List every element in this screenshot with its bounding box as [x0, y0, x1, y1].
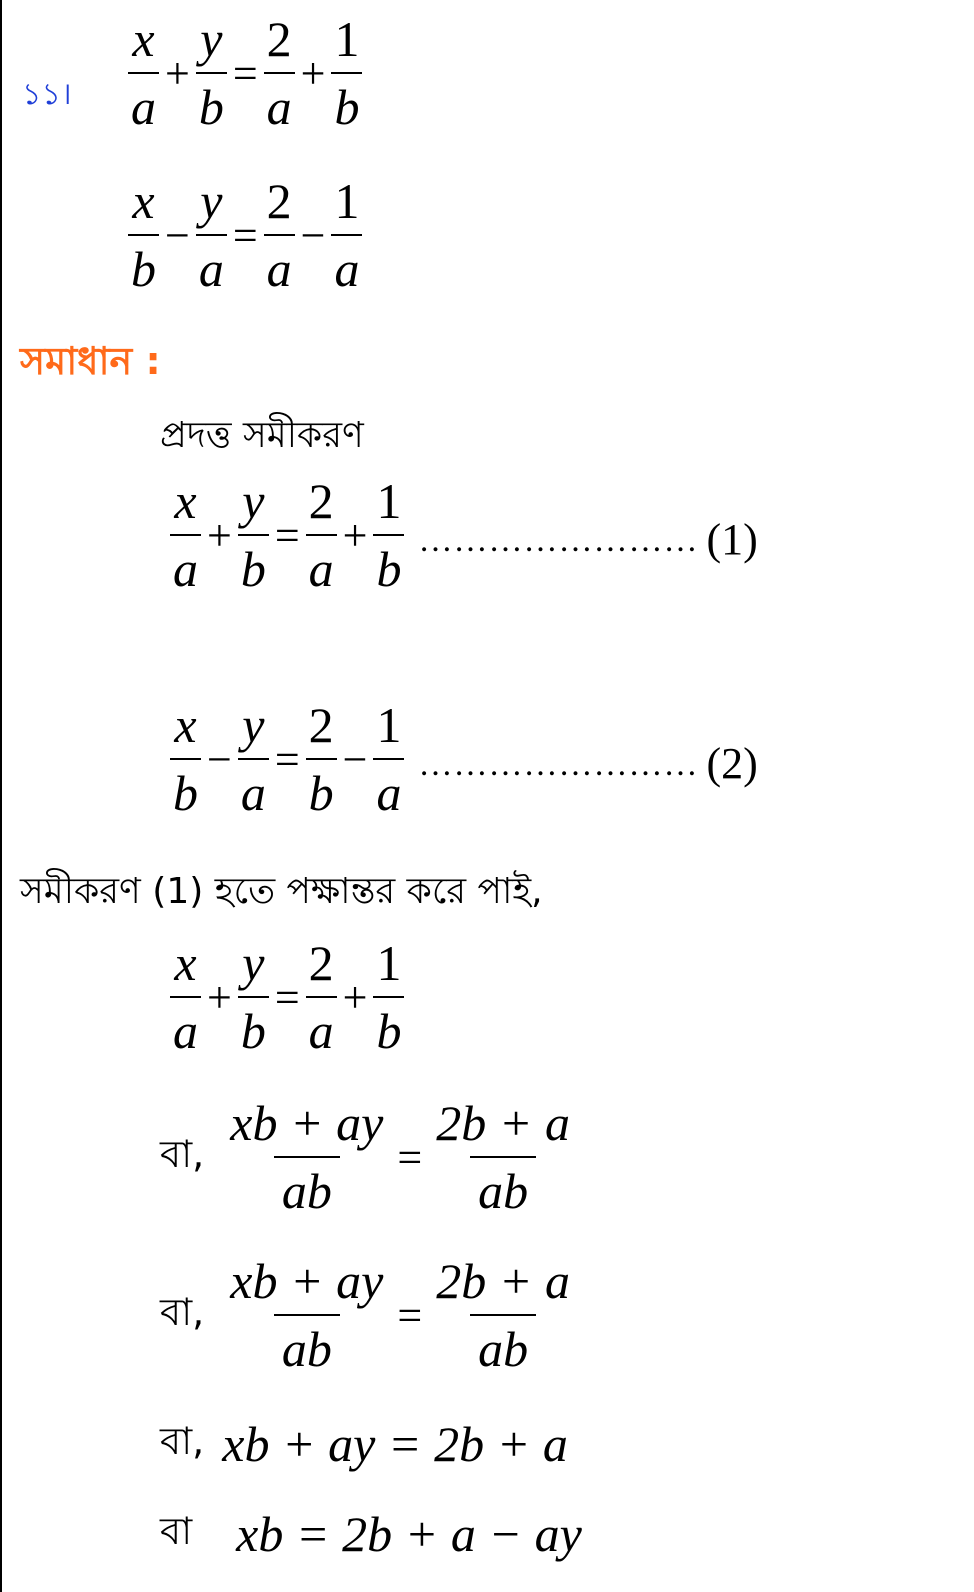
plus-sign: + — [300, 48, 326, 98]
plus-sign: + — [342, 510, 368, 560]
equals-sign: = — [274, 510, 300, 560]
fraction: $\frac{1}{b}$ — [373, 938, 404, 1056]
leader-dots: …………………… — [418, 522, 699, 559]
fraction: $\frac{1}{b}$ — [331, 14, 362, 132]
fraction: $\frac{x}{a}$ — [170, 938, 201, 1056]
given-equations-label: প্রদত্ত সমীকরণ — [160, 415, 364, 456]
equation-text: xb + ay = 2b + a — [222, 1416, 568, 1472]
fraction: $\frac{xb + ay}{ab}$ — [230, 1095, 384, 1219]
fraction: $\frac{2}{a}$ — [264, 176, 295, 294]
fraction: $\frac{2}{b}$ — [306, 700, 337, 818]
plus-sign: + — [165, 48, 190, 98]
fraction: $\frac{2}{a}$ — [264, 14, 295, 132]
fraction: $\frac{1}{a}$ — [331, 176, 362, 294]
leader-dots: …………………… — [418, 746, 699, 783]
problem-equation-2 — [128, 173, 362, 297]
combined-fraction-step-1 — [160, 1095, 578, 1219]
minus-sign: − — [300, 210, 326, 260]
fraction: $\frac{2b + a}{ab}$ — [436, 1095, 570, 1219]
equals-sign: = — [232, 210, 258, 260]
plus-sign: + — [342, 972, 368, 1022]
equation-number: (1) — [706, 514, 758, 564]
fraction: $\frac{y}{b}$ — [196, 14, 227, 132]
equation-text: xb = 2b + a − ay — [236, 1506, 582, 1562]
equals-sign: = — [274, 972, 300, 1022]
equals-sign: = — [232, 48, 258, 98]
step-text: সমীকরণ (1) হতে পক্ষান্তর করে পাই, — [20, 871, 543, 912]
fraction: $\frac{xb + ay}{ab}$ — [230, 1253, 384, 1377]
fraction: $\frac{y}{b}$ — [238, 476, 269, 594]
problem-number: ১১। — [22, 77, 72, 112]
minus-sign: − — [165, 210, 190, 260]
fraction: $\frac{x}{b}$ — [128, 176, 159, 294]
given-equation-1 — [170, 473, 758, 597]
equals-sign: = — [397, 1132, 423, 1182]
final-step-1 — [160, 1412, 568, 1476]
minus-sign: − — [342, 734, 368, 784]
fraction: $\frac{x}{b}$ — [170, 700, 201, 818]
fraction: $\frac{x}{a}$ — [170, 476, 201, 594]
final-step-2 — [160, 1502, 582, 1566]
equals-sign: = — [274, 734, 300, 784]
fraction: $\frac{y}{a}$ — [238, 700, 269, 818]
fraction: $\frac{2b + a}{ab}$ — [436, 1253, 570, 1377]
equals-sign: = — [397, 1290, 423, 1340]
ba-label: বা, — [160, 1419, 205, 1463]
fraction: $\frac{1}{a}$ — [373, 700, 404, 818]
restated-equation-1 — [170, 935, 404, 1059]
equation-number: (2) — [706, 738, 758, 788]
fraction: $\frac{y}{a}$ — [196, 176, 227, 294]
fraction: $\frac{2}{a}$ — [306, 938, 337, 1056]
problem-equation-1 — [128, 11, 362, 135]
left-margin-rule — [0, 0, 2, 1592]
ba-label: বা, — [160, 1132, 205, 1176]
fraction: $\frac{x}{a}$ — [128, 14, 159, 132]
ba-label: বা, — [160, 1290, 205, 1334]
combined-fraction-step-2 — [160, 1253, 578, 1377]
solution-heading: সমাধান : — [20, 339, 161, 383]
ba-label: বা — [160, 1509, 193, 1553]
given-equation-2 — [170, 697, 758, 821]
fraction: $\frac{2}{a}$ — [306, 476, 337, 594]
minus-sign: − — [207, 734, 232, 784]
fraction: $\frac{1}{b}$ — [373, 476, 404, 594]
fraction: $\frac{y}{b}$ — [238, 938, 269, 1056]
plus-sign: + — [207, 510, 232, 560]
plus-sign: + — [207, 972, 232, 1022]
